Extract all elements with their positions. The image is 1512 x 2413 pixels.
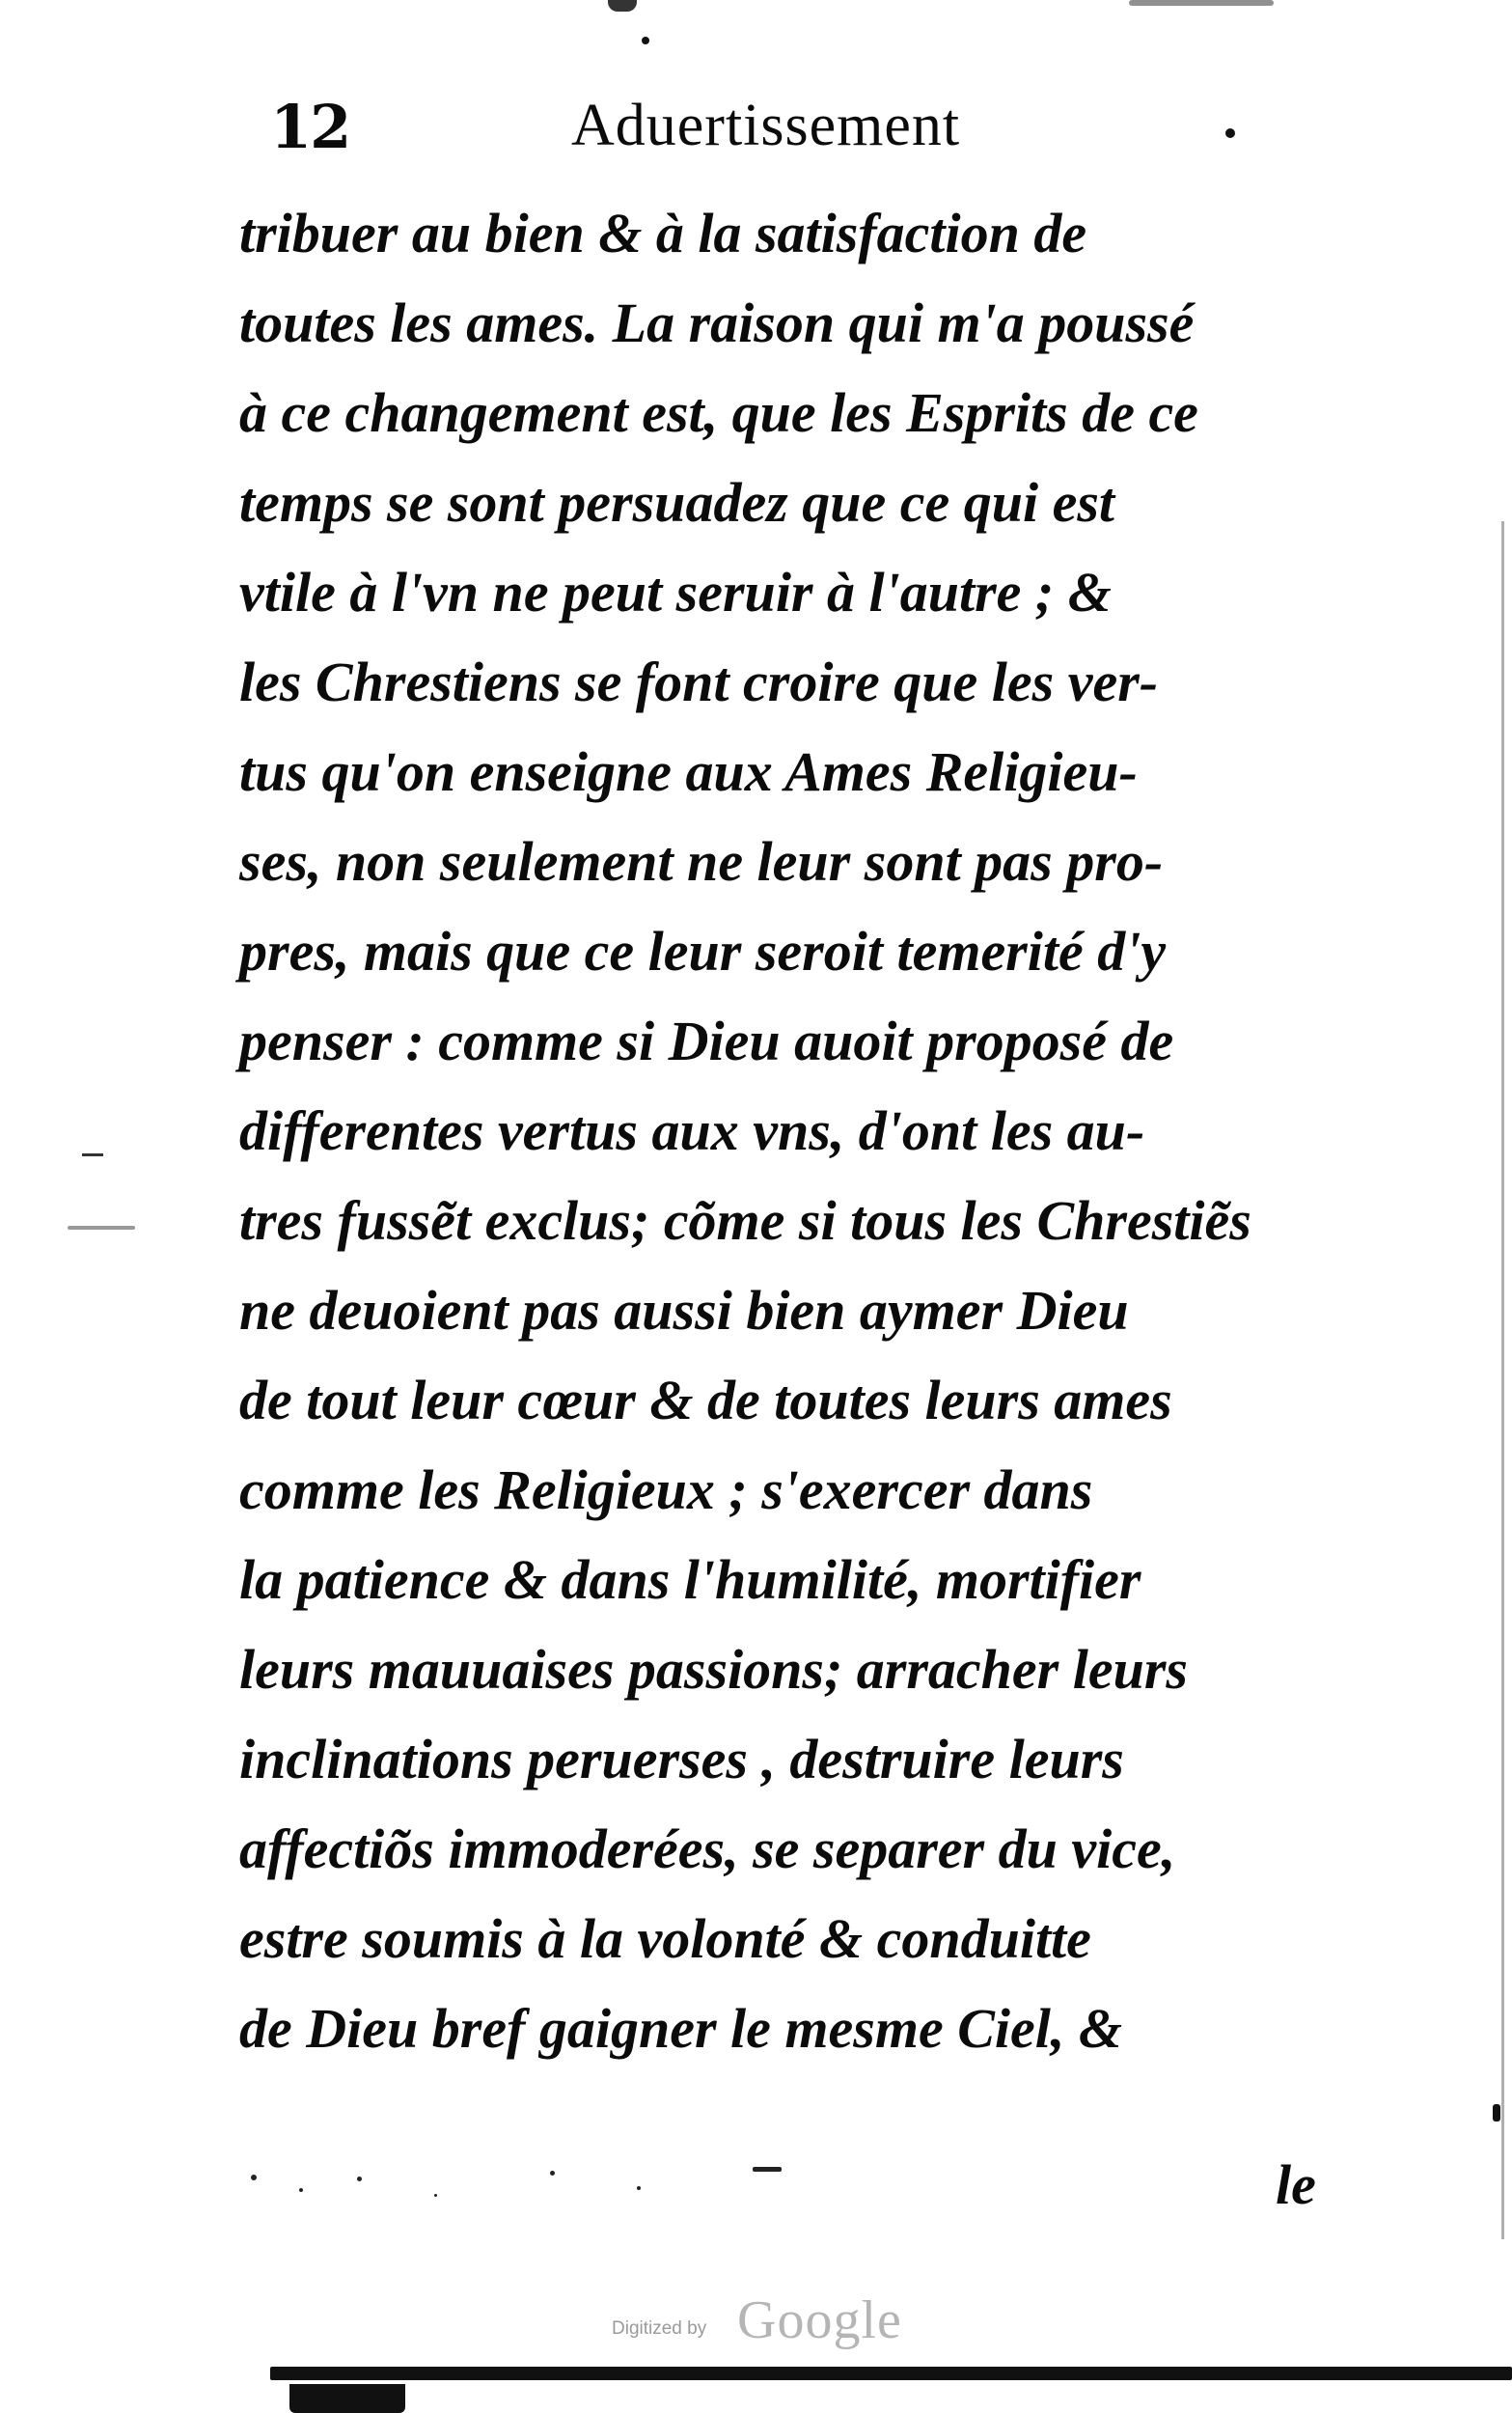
text-line: tres fussẽt exclus; cõme si tous les Chrestiẽs [239,1189,1251,1252]
text-line: estre soumis à la volonté & conduitte [239,1907,1091,1970]
text-line: de tout leur cœur & de toutes leurs ames [239,1369,1172,1431]
text-line: leurs mauuaises passions; arracher leurs [239,1638,1188,1701]
text-line: inclinations peruerses , destruire leurs [239,1728,1124,1790]
text-line: ses, non seulement ne leur sont pas pro- [239,830,1164,893]
text-line: toutes les ames. La raison qui m'a poussé [239,291,1195,354]
text-line: tus qu'on enseigne aux Ames Religieu- [239,740,1138,803]
scan-speck [1493,2104,1500,2122]
text-line: tribuer au bien & à la satisfaction de [239,202,1087,264]
google-logo: Google [737,2290,902,2350]
text-line: vtile à l'vn ne peut seruir à l'autre ; & [239,561,1112,624]
text-line: pres, mais que ce leur seroit temerité d'y [239,920,1167,983]
body-text [239,188,1349,2073]
watermark-prefix: Digitized by [612,2318,707,2339]
scan-speck [82,1153,103,1156]
scan-speck [642,37,649,44]
scan-speck [68,1226,135,1230]
running-head [270,92,1380,169]
text-line: les Chrestiens se font croire que les ver- [239,651,1159,713]
text-line: de Dieu bref gaigner le mesme Ciel, & [239,1997,1122,2060]
catchword: le [1276,2153,1316,2216]
text-line: temps se sont persuadez que ce qui est [239,471,1115,534]
text-line: la patience & dans l'humilité, mortifier [239,1548,1141,1611]
running-title: Aduertissement [571,93,961,158]
bottom-rule [270,2367,1512,2380]
page-number: 12 [270,92,350,162]
ornament-dot [1225,128,1235,138]
scan-speckles [232,2167,1341,2205]
scan-smudge [608,0,637,12]
text-line: comme les Religieux ; s'exercer dans [239,1458,1093,1521]
text-line: affectiõs immoderées, se separer du vice, [239,1817,1176,1880]
text-line: ne deuoient pas aussi bien aymer Dieu [239,1279,1129,1342]
text-line: penser : comme si Dieu auoit proposé de [239,1010,1174,1072]
scan-smudge [1129,0,1274,6]
text-line: differentes vertus aux vns, d'ont les au- [239,1099,1145,1162]
scan-smudge [289,2384,405,2413]
text-line: à ce changement est, que les Esprits de ce [239,381,1198,444]
page-edge [1501,521,1504,2239]
